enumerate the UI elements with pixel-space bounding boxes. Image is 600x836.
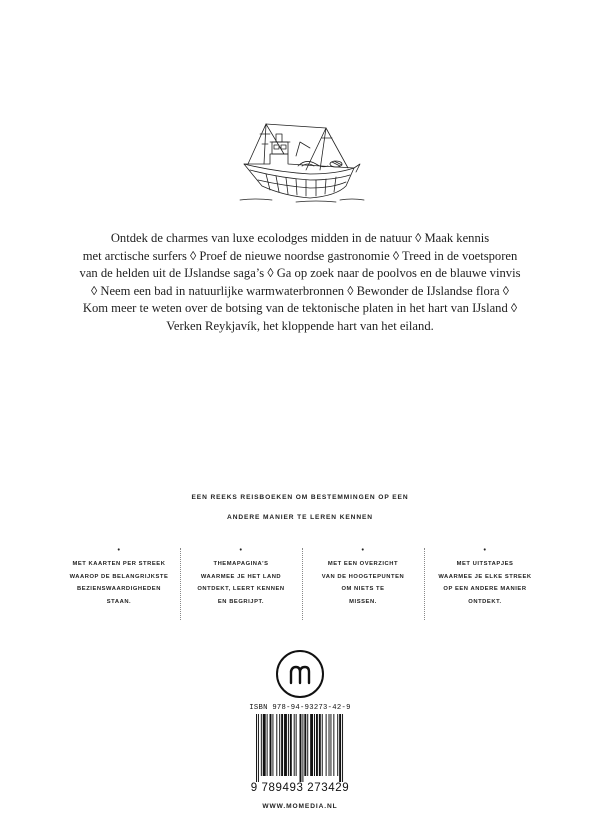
barcode-bar	[288, 714, 289, 776]
feature-line: WAAROP DE BELANGRIJKSTE	[69, 573, 169, 580]
publisher-logo	[276, 650, 324, 698]
feature-columns	[58, 546, 546, 630]
publisher-website: WWW.MOMEDIA.NL	[262, 803, 338, 810]
bullet-icon: •	[483, 547, 487, 554]
barcode-bar	[300, 714, 302, 782]
barcode-bar	[290, 714, 292, 776]
feature-excursions	[424, 546, 546, 630]
barcode-bar	[296, 714, 297, 776]
barcode-bar	[326, 714, 327, 776]
blurb-line: Verken Reykjavík, het kloppende hart van het eiland.	[166, 318, 434, 333]
barcode-bar	[330, 714, 331, 776]
barcode-bar	[284, 714, 287, 776]
m-logo-icon	[285, 659, 315, 689]
barcode-bar	[342, 714, 343, 782]
blurb-line: met arctische surfers ◊ Proef de nieuwe noordse gastronomie ◊ Treed in de voetsporen	[82, 248, 518, 263]
barcode-bar	[261, 714, 262, 776]
bullet-icon: •	[117, 547, 121, 554]
barcode-bar	[316, 714, 318, 776]
feature-line: ONTDEKT, LEERT KENNEN	[197, 586, 285, 592]
barcode-bar	[256, 714, 257, 782]
feature-line: OP EEN ANDERE MANIER	[443, 586, 527, 592]
blurb-line: van de helden uit de IJslandse saga’s ◊ Ga op zoek naar de poolvos en de blauwe vinvis	[79, 266, 521, 281]
barcode-bar	[333, 714, 334, 776]
feature-line: EN BEGRIJPT.	[217, 598, 265, 605]
barcode-bar	[337, 714, 338, 776]
ean-digits: 9 789493 273429	[250, 782, 350, 794]
feature-line: THEMAPAGINA’S	[213, 561, 269, 567]
barcode-bar	[319, 714, 321, 776]
barcode-bar	[322, 714, 323, 776]
barcode-bar	[302, 714, 303, 782]
blurb-line: Kom meer te weten over de botsing van de tektonische platen in het hart van IJsland ◊	[82, 301, 518, 316]
feature-line: ONTDEKT.	[468, 598, 502, 605]
barcode-bar	[281, 714, 283, 776]
blurb-line: ◊ Neem een bad in natuurlijke warmwaterbronnen ◊ Bewonder de IJslandse flora ◊	[90, 283, 510, 298]
barcode-bar	[267, 714, 268, 776]
barcode-bars	[256, 714, 344, 782]
tagline-line: ANDERE MANIER TE LEREN KENNEN	[227, 514, 373, 521]
bullet-icon: •	[361, 547, 365, 554]
feature-line: WAARMEE JE HET LAND	[200, 573, 282, 580]
barcode-bar	[314, 714, 315, 776]
barcode-bar	[339, 714, 341, 782]
feature-line: MISSEN.	[349, 598, 377, 605]
barcode-bar	[279, 714, 280, 776]
barcode-bar	[307, 714, 308, 776]
barcode-bar	[272, 714, 273, 776]
barcode-bar	[329, 714, 330, 776]
barcode-bar	[270, 714, 272, 776]
isbn-label: ISBN 978-94-93273-42-9	[249, 704, 351, 712]
tagline-line: EEN REEKS REISBOEKEN OM BESTEMMINGEN OP EEN	[191, 494, 409, 501]
feature-maps	[58, 546, 180, 630]
isbn-barcode	[249, 700, 351, 800]
feature-line: OM NIETS TE	[341, 586, 385, 592]
series-tagline	[150, 488, 450, 528]
description-blurb	[70, 230, 530, 336]
barcode-bar	[294, 714, 295, 776]
feature-line: WAARMEE JE ELKE STREEK	[438, 573, 532, 580]
barcode-bar	[310, 714, 313, 776]
feature-line: MET EEN OVERZICHT	[327, 561, 399, 567]
barcode-bar	[276, 714, 277, 776]
blurb-line: Ontdek de charmes van luxe ecolodges midden in de natuur ◊ Maak kennis	[110, 231, 490, 245]
boat-drawing	[236, 120, 368, 210]
barcode-bar	[263, 714, 266, 776]
feature-line: VAN DE HOOGTEPUNTEN	[321, 573, 405, 580]
feature-line: MET KAARTEN PER STREEK	[72, 561, 166, 567]
feature-highlights	[302, 546, 424, 630]
fishing-boat-illustration	[236, 120, 368, 210]
feature-theme-pages	[180, 546, 302, 630]
feature-line: BEZIENSWAARDIGHEDEN	[77, 586, 161, 592]
feature-line: STAAN.	[106, 598, 132, 605]
barcode-bar	[258, 714, 259, 782]
barcode-bar	[304, 714, 306, 776]
feature-line: MET UITSTAPJES	[456, 561, 514, 567]
bullet-icon: •	[239, 547, 243, 554]
